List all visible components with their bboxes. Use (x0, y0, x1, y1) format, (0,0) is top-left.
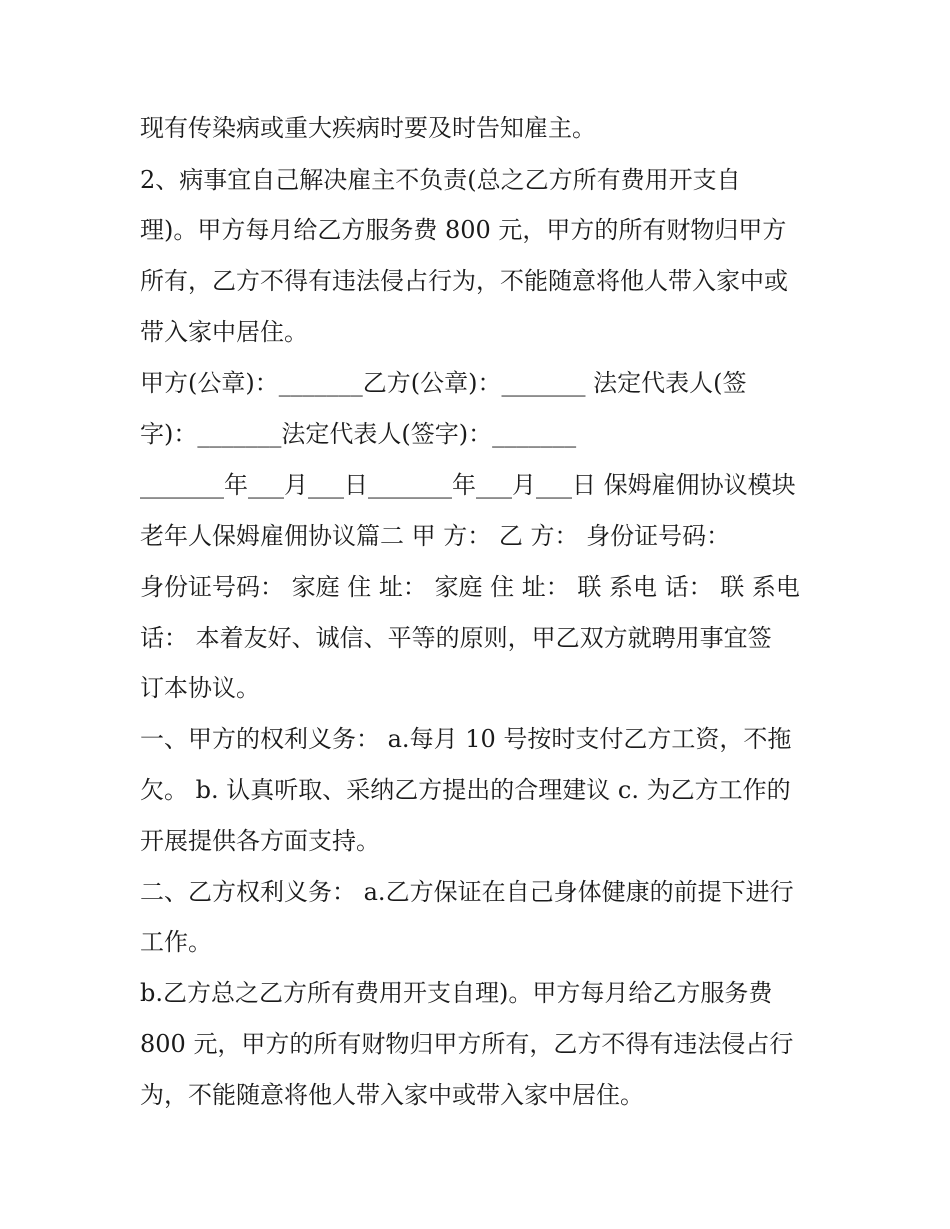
text-line: 800 元，甲方的所有财物归甲方所有，乙方不得有违法侵占行 (140, 1030, 794, 1058)
signature-line: 字)：_______法定代表人(签字)：_______ (140, 420, 577, 448)
text-line: 2、病事宜自己解决雇主不负责(总之乙方所有费用开支自 (140, 166, 741, 194)
date-line: _______年___月___日_______年___月___日 保姆雇佣协议模块 (140, 471, 796, 499)
text-line: 欠。 b. 认真听取、采纳乙方提出的合理建议 c. 为乙方工作的 (140, 776, 791, 804)
text-line: 开展提供各方面支持。 (140, 827, 380, 855)
text-line: b.乙方总之乙方所有费用开支自理)。甲方每月给乙方服务费 (140, 979, 773, 1007)
text-line: 老年人保姆雇佣协议篇二 甲 方： 乙 方： 身份证号码： (140, 522, 731, 550)
text-line: 话： 本着友好、诚信、平等的原则，甲乙双方就聘用事宜签 (140, 624, 772, 652)
text-line: 带入家中居住。 (140, 318, 308, 346)
text-line: 工作。 (140, 928, 212, 956)
text-line: 理)。甲方每月给乙方服务费 800 元，甲方的所有财物归甲方 (140, 216, 787, 244)
text-line: 为，不能随意将他人带入家中或带入家中居住。 (140, 1081, 644, 1109)
text-line: 所有，乙方不得有违法侵占行为，不能随意将他人带入家中或 (140, 267, 788, 295)
text-line: 一、甲方的权利义务： a.每月 10 号按时支付乙方工资，不拖 (140, 725, 792, 753)
text-line: 订本协议。 (140, 674, 260, 702)
text-line: 身份证号码： 家庭 住 址： 家庭 住 址： 联 系电 话： 联 系电 (140, 573, 800, 601)
text-line: 现有传染病或重大疾病时要及时告知雇主。 (140, 114, 596, 142)
text-line: 二、乙方权利义务： a.乙方保证在自己身体健康的前提下进行 (140, 878, 794, 906)
signature-line: 甲方(公章)：_______乙方(公章)：_______ 法定代表人(签 (140, 369, 747, 397)
